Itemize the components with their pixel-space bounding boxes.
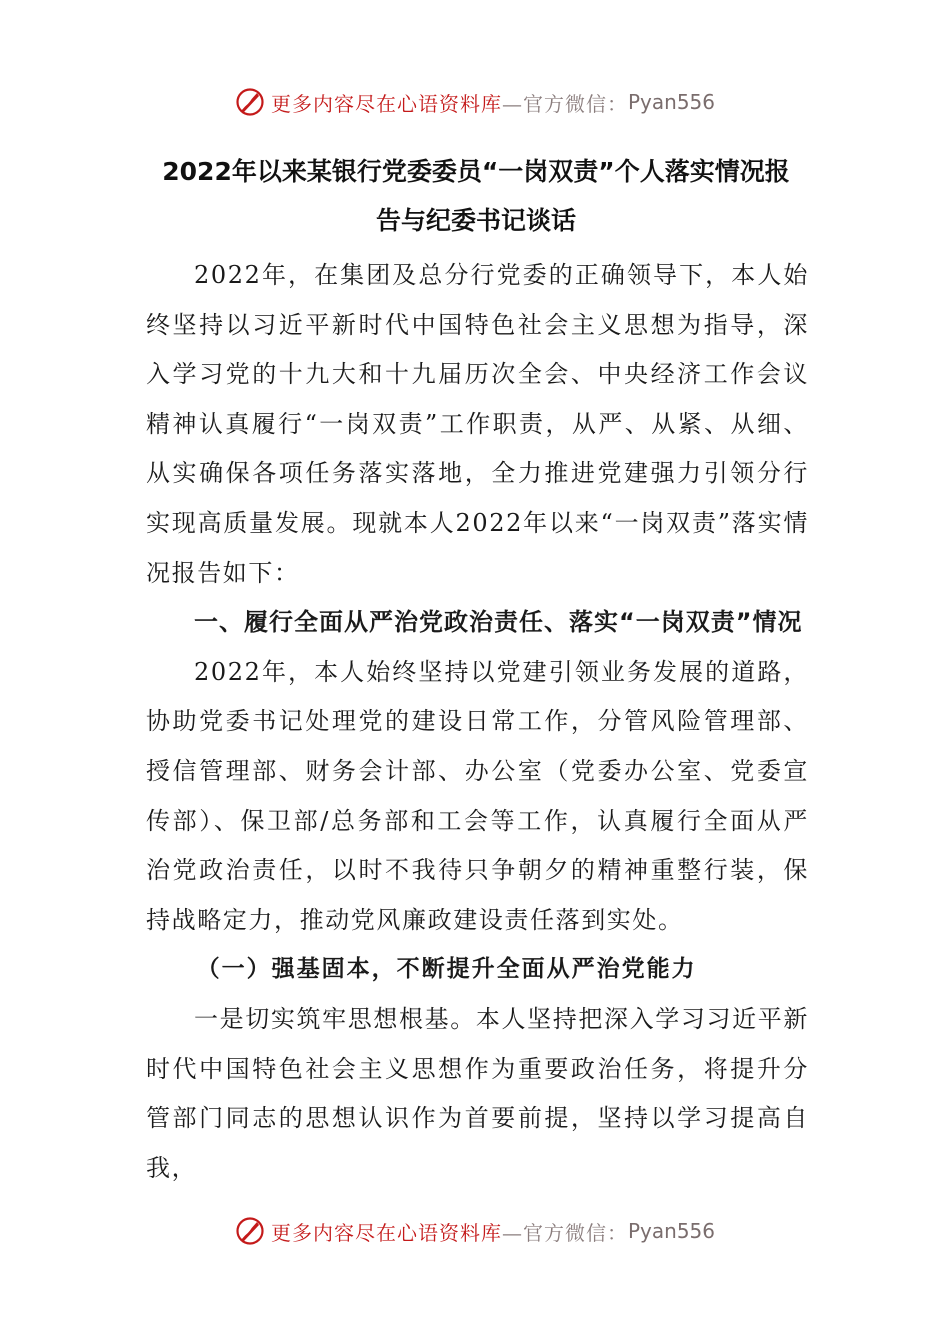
section-1-paragraph: 2022年，本人始终坚持以党建引领业务发展的道路，协助党委书记处理党的建设日常工作，分管风险管理部、授信管理部、财务会计部、办公室（党委办公室、党委宣传部）、保卫部/总务部和工会等工作，认真履行全面从严治党政治责任，以时不我待只争朝夕的精神重整行装，保持战略定力，推动党风廉政建设责任落到实处。 (146, 657, 809, 934)
footer-banner (0, 1211, 950, 1251)
banner-wechat-label: —官方微信： (501, 1220, 628, 1245)
section-1-heading: 一、履行全面从严治党政治责任、落实“一岗双责”情况 (194, 608, 803, 637)
subsection-1-paragraph: 一是切实筑牢思想根基。本人坚持把深入学习习近平新时代中国特色社会主义思想作为重要政治任务，将提升分管部门同志的思想认识作为首要前提，坚持以学习提高自我， (146, 1004, 809, 1182)
banner-wechat-label: —官方微信： (501, 91, 628, 116)
banner-wechat-id: Pyan556 (627, 1219, 715, 1243)
banner-promo-text: 更多内容尽在心语资料库 (270, 91, 502, 116)
subsection-1-heading: （一）强基固本，不断提升全面从严治党能力 (196, 956, 697, 983)
document-body (146, 251, 809, 1193)
intro-paragraph: 2022年，在集团及总分行党委的正确领导下，本人始终坚持以习近平新时代中国特色社会主义思想为指导，深入学习党的十九大和十九届历次全会、中央经济工作会议精神认真履行“一岗双责”工作职责，从严、从紧、从细、从实确保各项任务落实落地，全力推进党建强力引领分行实现高质量发展。现就本人2022年以来“一岗双责”落实情况报告如下： (146, 261, 809, 587)
banner-wechat-id: Pyan556 (627, 90, 715, 114)
banner-promo-text: 更多内容尽在心语资料库 (270, 1220, 502, 1245)
quill-logo-icon (235, 87, 265, 117)
header-banner (0, 82, 950, 122)
document-title-line-1: 2022年以来某银行党委委员“一岗双责”个人落实情况报 (162, 157, 790, 186)
document-title-line-2: 告与纪委书记谈话 (375, 206, 576, 235)
quill-logo-icon (235, 1216, 265, 1246)
